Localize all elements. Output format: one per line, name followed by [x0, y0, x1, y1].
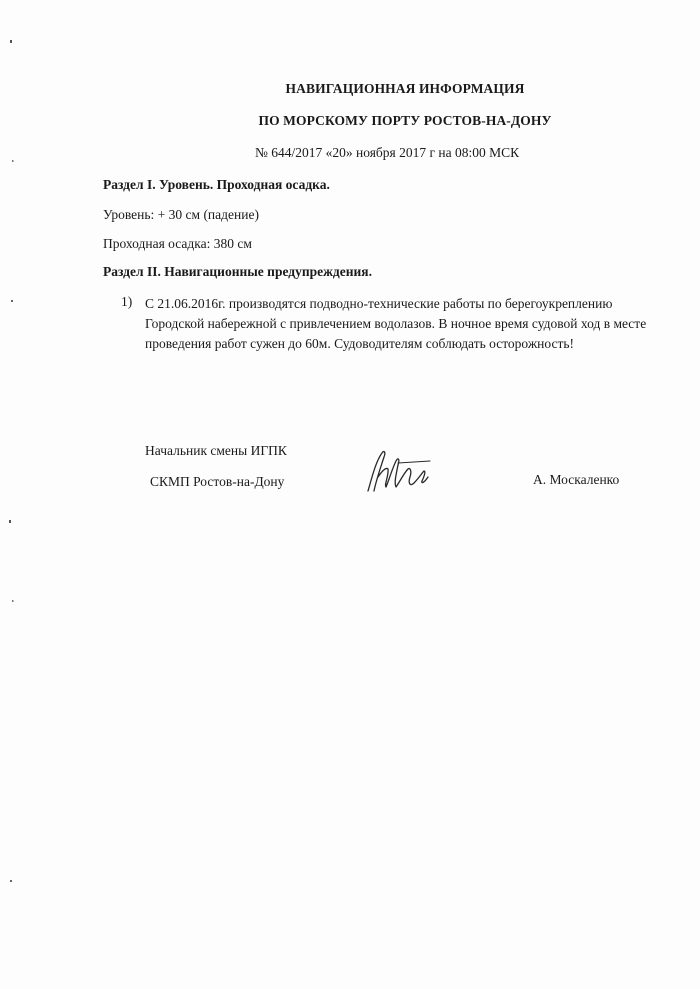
signer-name: А. Москаленко: [533, 472, 620, 487]
handwritten-signature-icon: [358, 447, 438, 497]
water-level-line: Уровень: + 30 см (падение): [103, 207, 259, 222]
warning-text-line: Городской набережной с привлечением водолазов. В ночное время судовой ход в месте: [145, 316, 647, 331]
document-number-line: № 644/2017 «20» ноября 2017 г на 08:00 МСК: [255, 145, 520, 160]
warning-item-text: [145, 294, 670, 354]
warning-text-line: проведения работ сужен до 60м. Судоводителям соблюдать осторожность!: [145, 336, 575, 351]
warning-item-number: 1): [121, 294, 133, 309]
scan-edge-marks: [0, 0, 18, 989]
section-1-heading: Раздел I. Уровень. Проходная осадка.: [103, 177, 330, 192]
passage-draft-line: Проходная осадка: 380 см: [103, 236, 252, 251]
document-title-line-1: НАВИГАЦИОННАЯ ИНФОРМАЦИЯ: [285, 81, 525, 96]
section-2-heading: Раздел II. Навигационные предупреждения.: [103, 264, 372, 279]
signer-role-line-2: СКМП Ростов-на-Дону: [150, 474, 285, 489]
warning-text-line: С 21.06.2016г. производятся подводно-технические работы по берегоукреплению: [145, 296, 613, 311]
signer-role-line-1: Начальник смены ИГПК: [145, 443, 287, 458]
document-title-line-2: ПО МОРСКОМУ ПОРТУ РОСТОВ-НА-ДОНУ: [258, 113, 552, 128]
